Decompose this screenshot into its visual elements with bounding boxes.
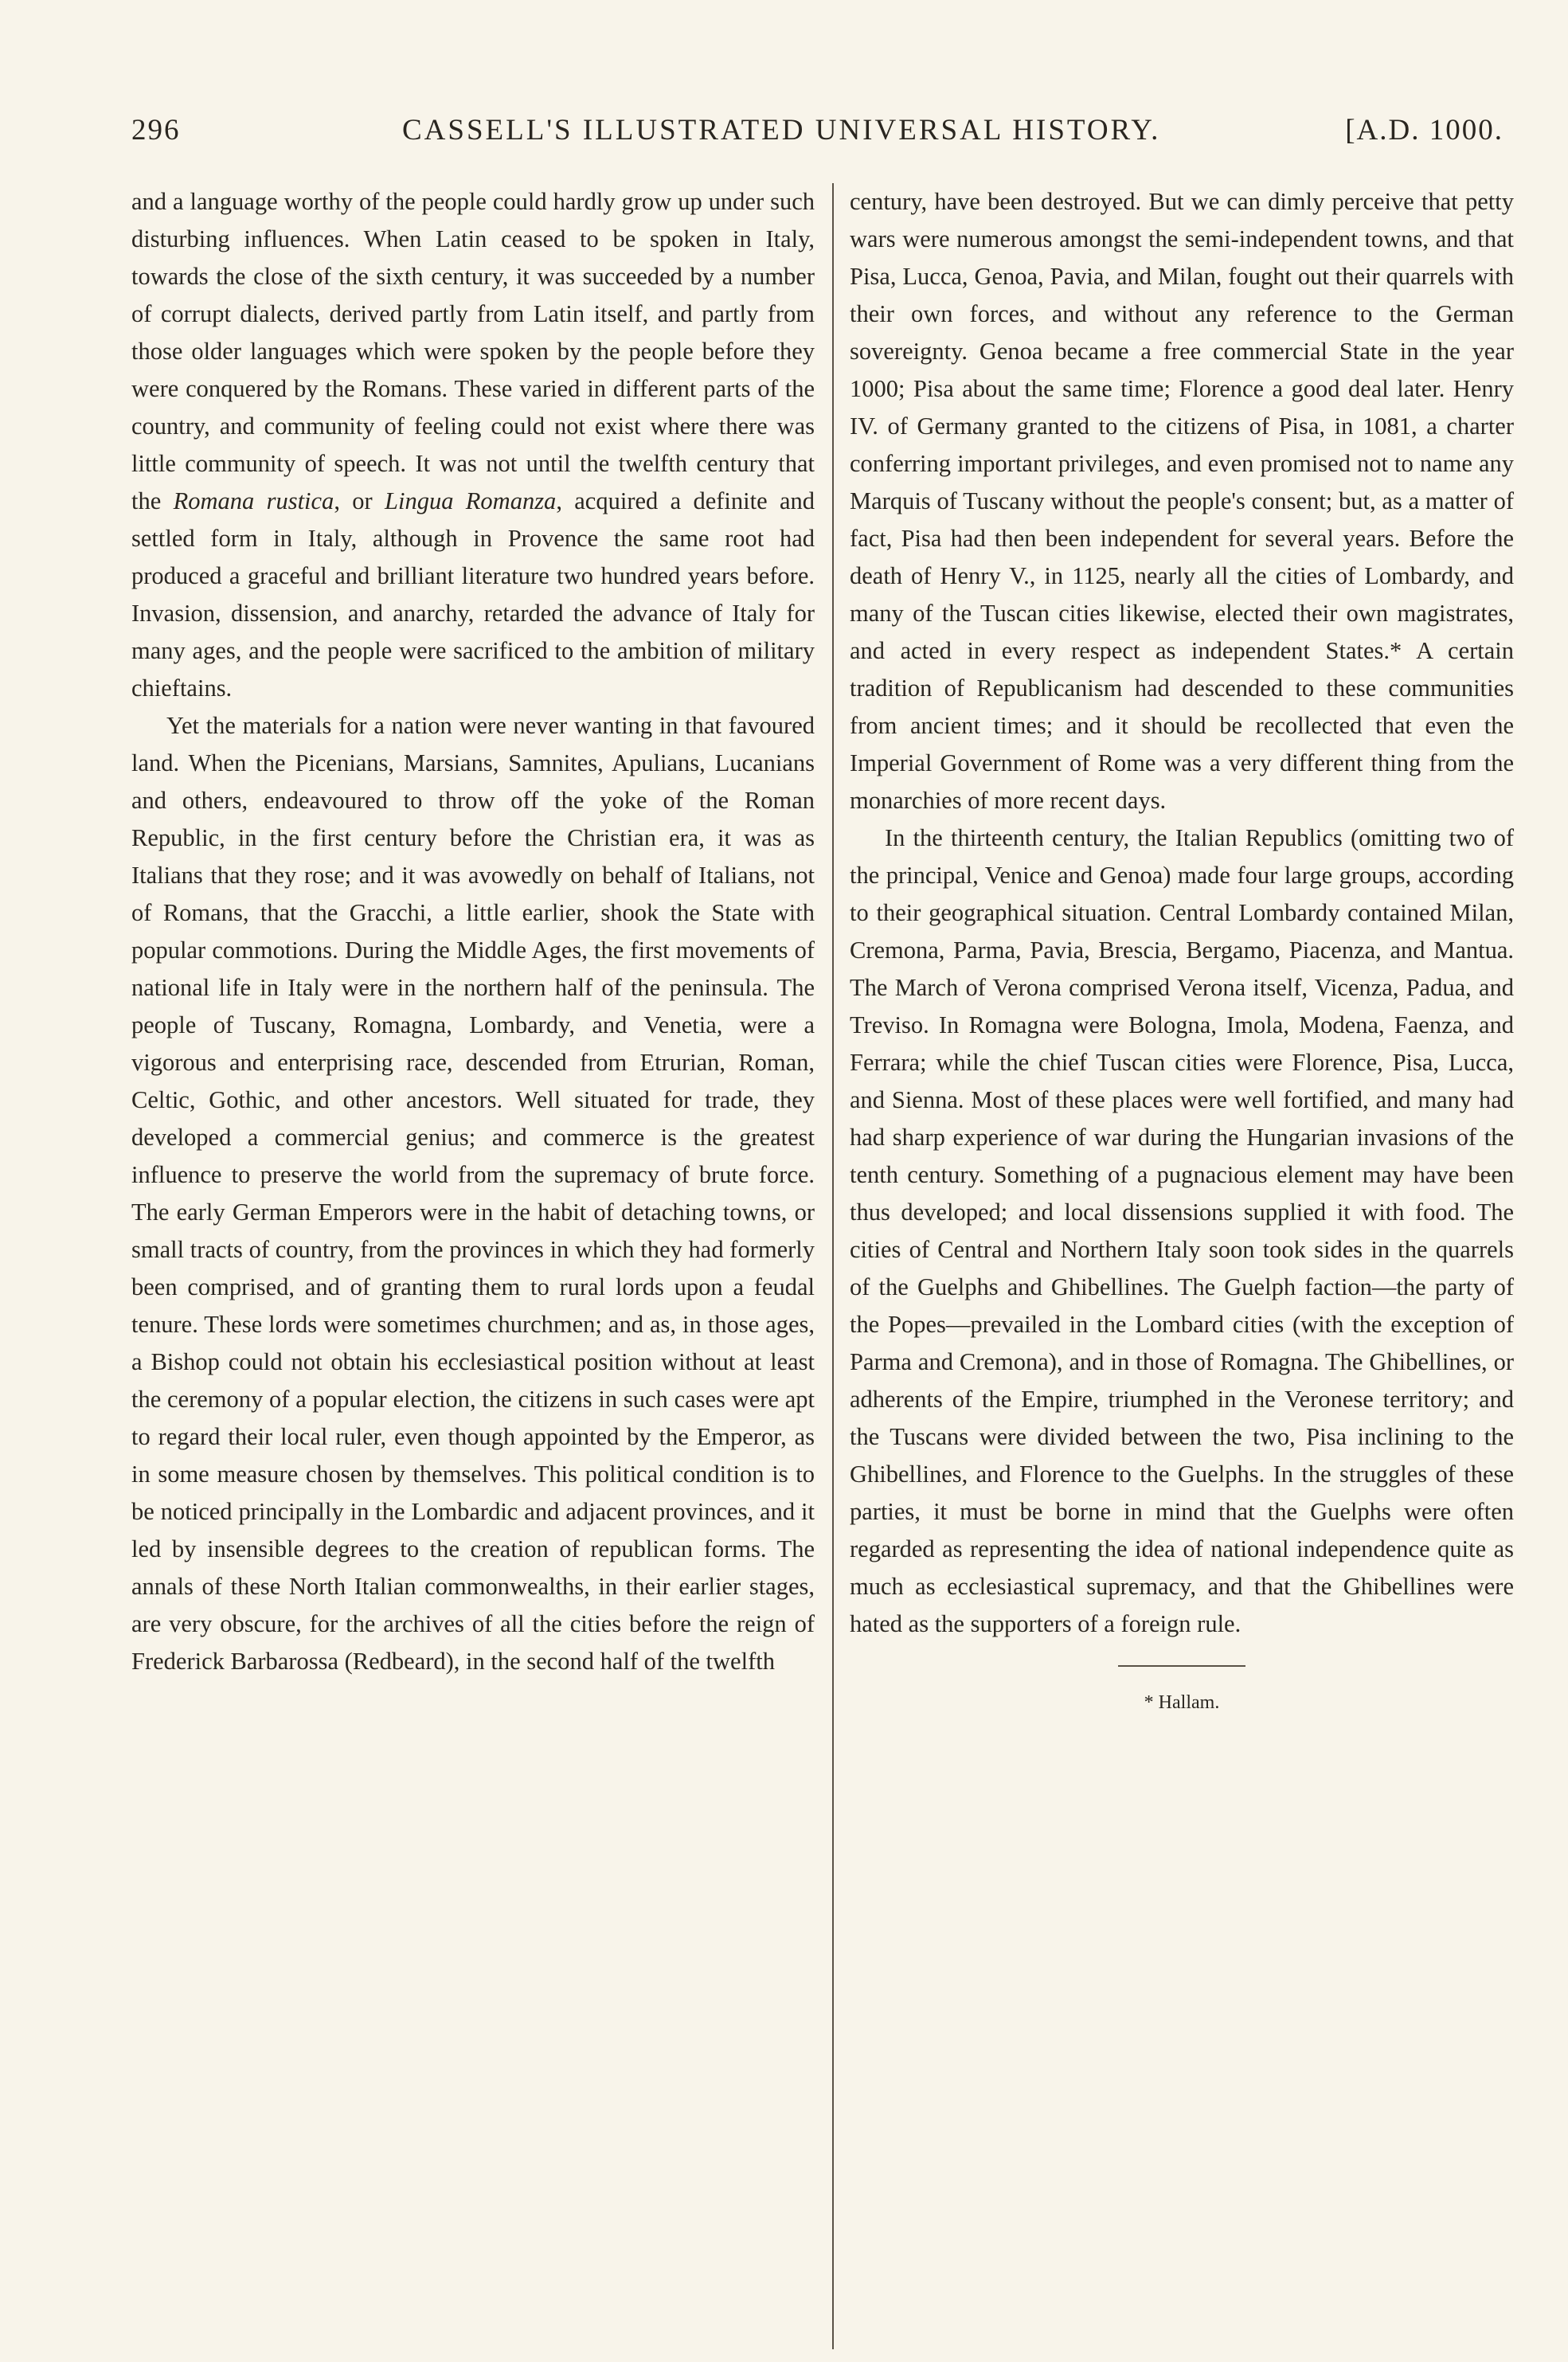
right-column (850, 183, 1514, 2349)
footnote: * Hallam. (1144, 1692, 1220, 1713)
column-divider (832, 183, 834, 2349)
italic-lingua-romanza: Lingua Romanza (385, 487, 557, 514)
left-p1-text-b: , or (334, 487, 385, 514)
left-p1-text-a: and a language worthy of the people could hardly grow up under such disturbing influences. When Latin ceased to be spoken in Italy, towards the close of the sixth century, it was succeeded by a number of corrupt dialects, derived partly from Latin itself, and partly from those older languages which were spoken by the people before they were conquered by the Romans. These varied in different parts of the country, and community of feeling could not exist where there was little community of speech. It was not until the twelfth century that the (131, 188, 815, 514)
footnote-divider (1118, 1665, 1245, 1667)
left-column (131, 183, 815, 2349)
right-paragraph-2: In the thirteenth century, the Italian Republics (omitting two of the principal, Venice and Genoa) made four large groups, according to their geographical situation. Central Lombardy contained Milan, Cremona, Parma, Pavia, Brescia, Bergamo, Piacenza, and Mantua. The March of Verona comprised Verona itself, Vicenza, Padua, and Treviso. In Romagna were Bologna, Imola, Modena, Faenza, and Ferrara; while the chief Tuscan cities were Florence, Pisa, Lucca, and Sienna. Most of these places were well fortified, and many had had sharp experience of war during the Hungarian invasions of the tenth century. Something of a pugnacious element may have been thus developed; and local dissensions supplied it with food. The cities of Central and Northern Italy soon took sides in the quarrels of the Guelphs and Ghibellines. The Guelph faction—the party of the Popes—prevailed in the Lombard cities (with the exception of Parma and Cremona), and in those of Romagna. The Ghibellines, or adherents of the Empire, triumphed in the Veronese territory; and the Tuscans were divided between the two, Pisa inclining to the Ghibellines, and Florence to the Guelphs. In the struggles of these parties, it must be borne in mind that the Guelphs were often regarded as representing the idea of national independence quite as much as ecclesiastical supremacy, and that the Ghibellines were hated as the supporters of a foreign rule. (850, 824, 1514, 1637)
left-paragraph-1 (131, 183, 815, 707)
running-header (131, 113, 1503, 161)
right-paragraph-1: century, have been destroyed. But we can dimly perceive that petty wars were numerous amongst the semi-independent towns, and that Pisa, Lucca, Genoa, Pavia, and Milan, fought out their quarrels with their own forces, and without any reference to the German sovereignty. Genoa became a free commercial State in the year 1000; Pisa about the same time; Florence a good deal later. Henry IV. of Germany granted to the citizens of Pisa, in 1081, a charter conferring important privileges, and even promised not to name any Marquis of Tuscany without the people's consent; but, as a matter of fact, Pisa had then been independent for several years. Before the death of Henry V., in 1125, nearly all the cities of Lombardy, and many of the Tuscan cities likewise, elected their own magistrates, and acted in every respect as independent States.* A certain tradition of Republicanism had descended to these communities from ancient times; and it should be recollected that even the Imperial Government of Rome was a very different thing from the monarchies of more recent days. (850, 188, 1514, 814)
left-p1-text-c: , acquired a definite and settled form in Italy, although in Provence the same root had produced a graceful and brilliant literature two hundred years before. Invasion, dissension, and anarchy, retarded the advance of Italy for many ages, and the people were sacrificed to the ambition of military chieftains. (131, 487, 815, 702)
left-paragraph-2: Yet the materials for a nation were never wanting in that favoured land. When the Picenians, Marsians, Samnites, Apulians, Lucanians and others, endeavoured to throw off the yoke of the Roman Republic, in the first century before the Christian era, it was as Italians that they rose; and it was avowedly on behalf of Italians, not of Romans, that the Gracchi, a little earlier, shook the State with popular commotions. During the Middle Ages, the first movements of national life in Italy were in the northern half of the peninsula. The people of Tuscany, Romagna, Lombardy, and Venetia, were a vigorous and enterprising race, descended from Etrurian, Roman, Celtic, Gothic, and other ancestors. Well situated for trade, they developed a commercial genius; and commerce is the greatest influence to preserve the world from the supremacy of brute force. The early German Emperors were in the habit of detaching towns, or small tracts of country, from the provinces in which they had formerly been comprised, and of granting them to rural lords upon a feudal tenure. These lords were sometimes churchmen; and as, in those ages, a Bishop could not obtain his ecclesiastical position without at least the ceremony of a popular election, the citizens in such cases were apt to regard their local ruler, even though appointed by the Emperor, as in some measure chosen by themselves. This political condition is to be noticed principally in the Lombardic and adjacent provinces, and it led by insensible degrees to the creation of republican forms. The annals of these North Italian commonwealths, in their earlier stages, are very obscure, for the archives of all the cities before the reign of Frederick Barbarossa (Redbeard), in the second half of the twelfth (131, 712, 815, 1675)
page-number: 296 (131, 114, 181, 147)
italic-romana-rustica: Romana rustica (173, 487, 334, 514)
header-date: [A.D. 1000. (1345, 114, 1503, 147)
running-title: CASSELL'S ILLUSTRATED UNIVERSAL HISTORY. (402, 114, 1161, 147)
